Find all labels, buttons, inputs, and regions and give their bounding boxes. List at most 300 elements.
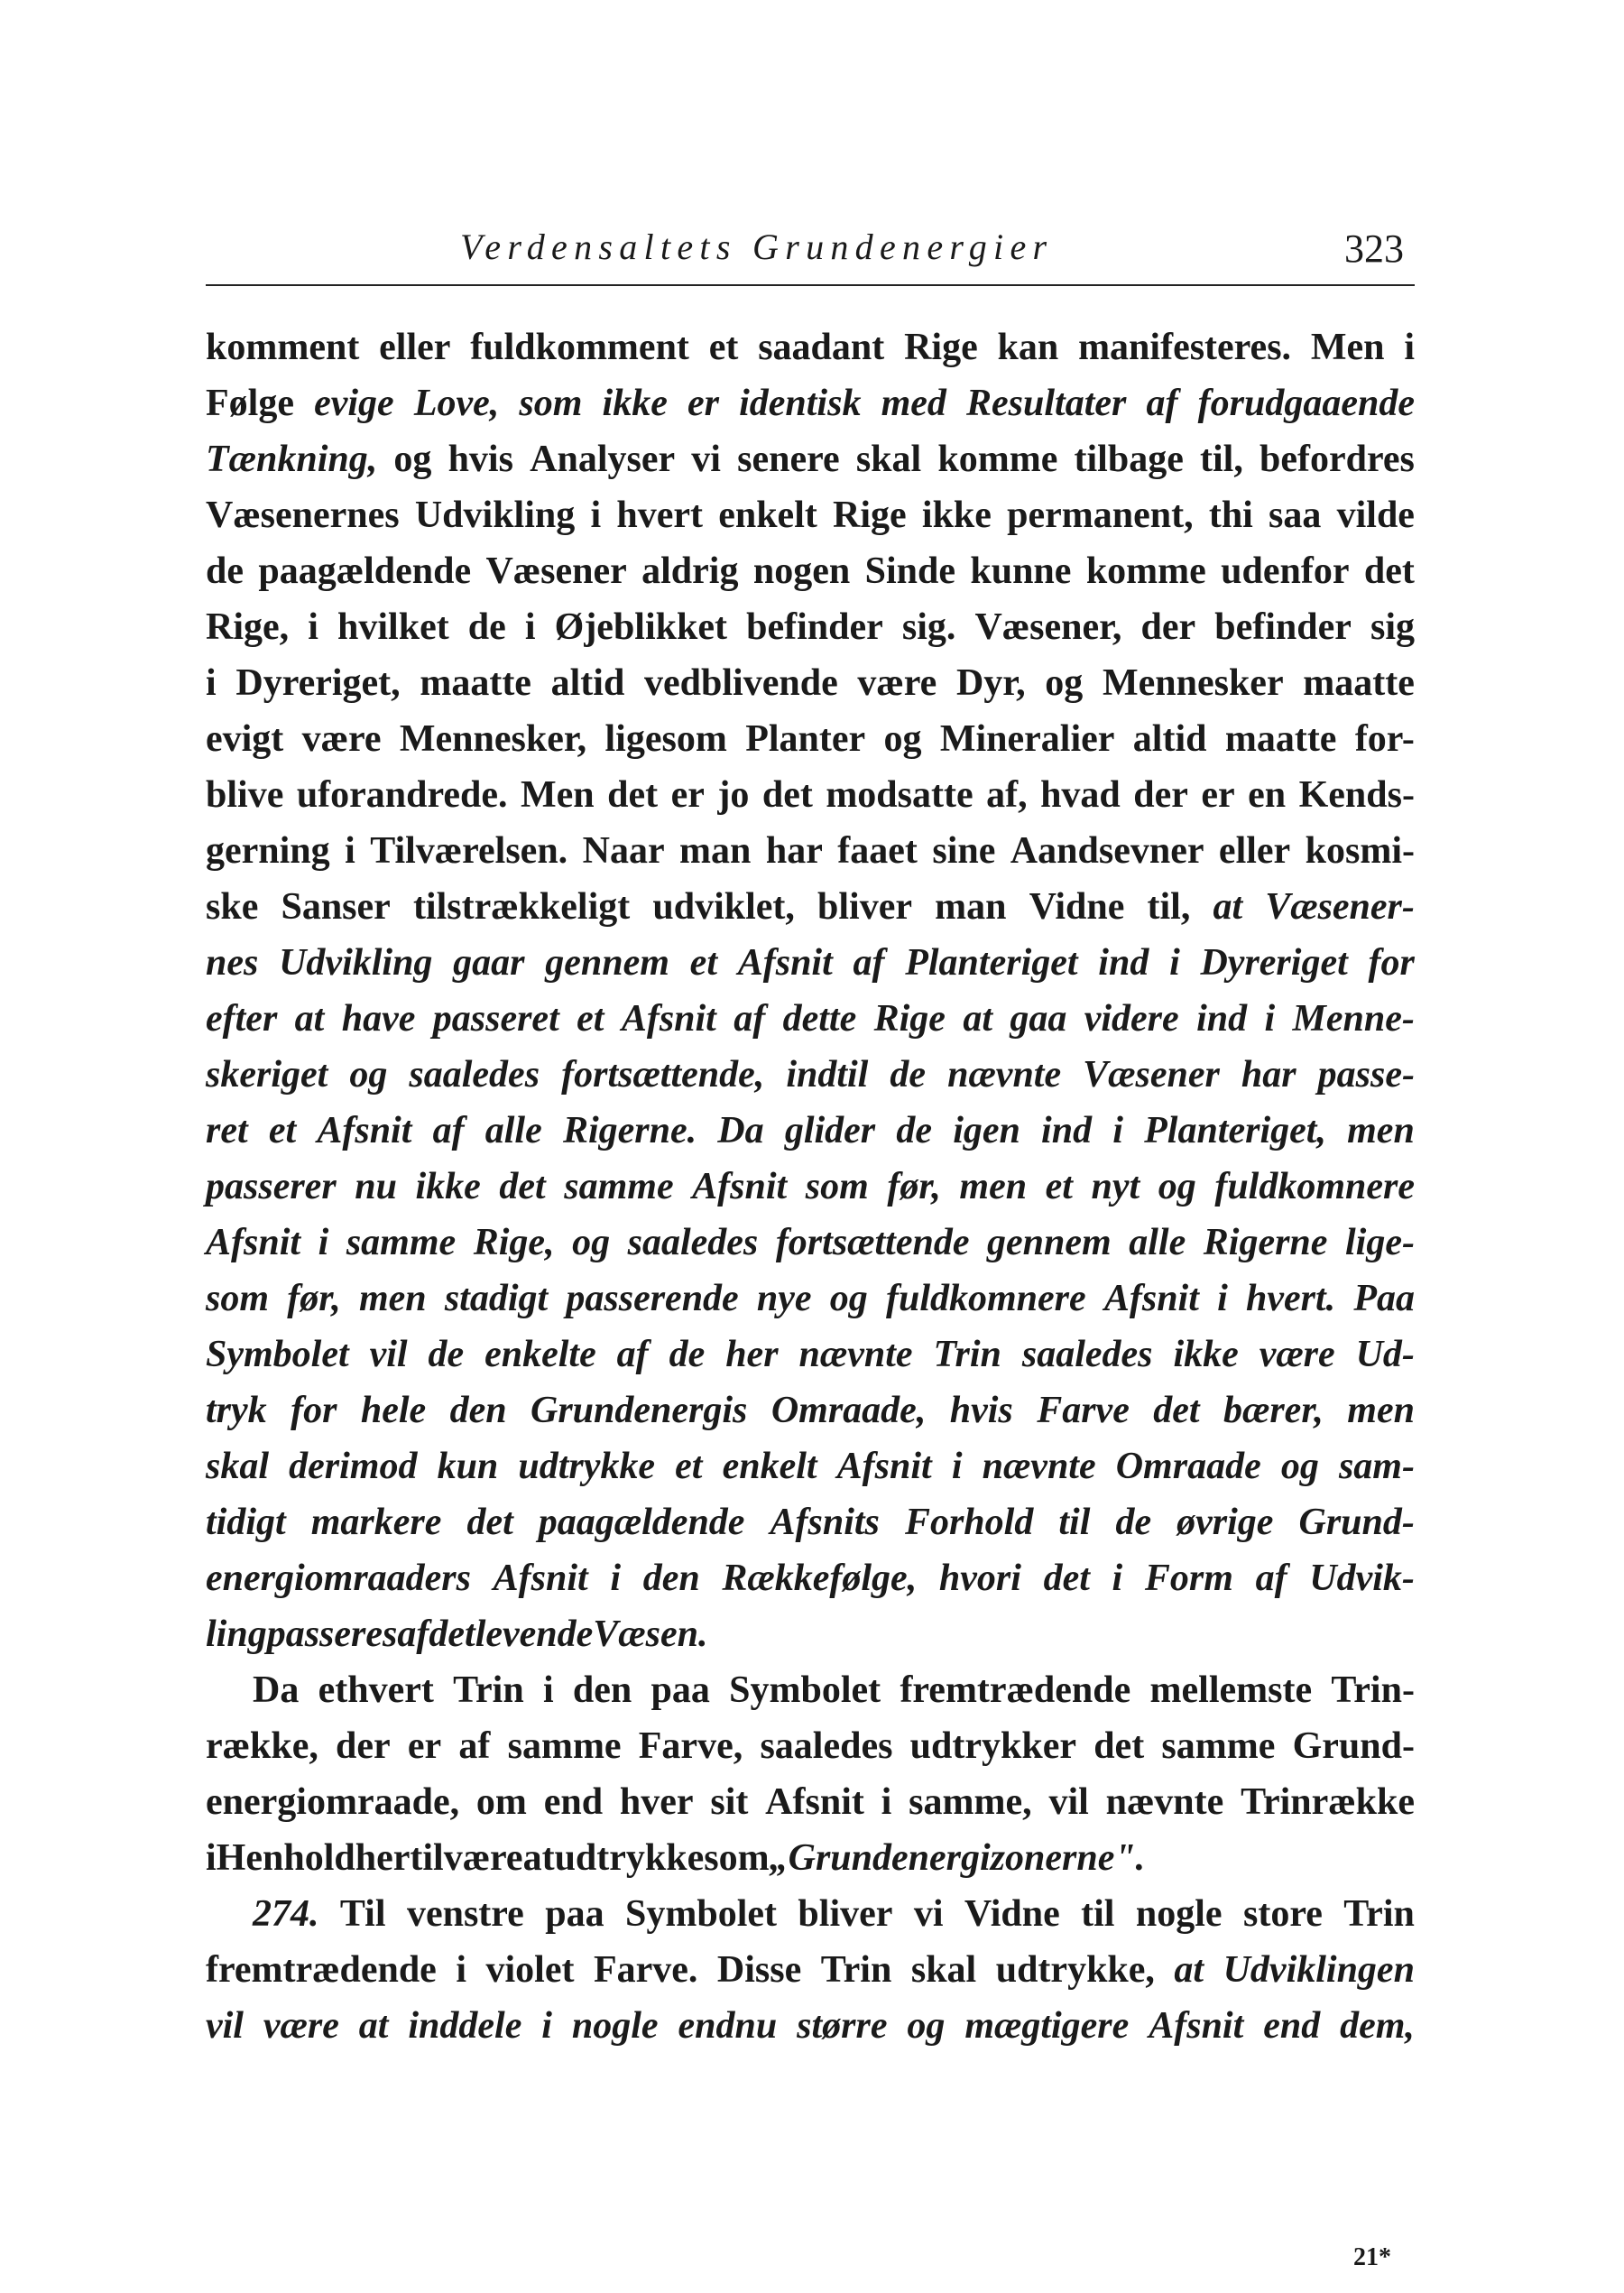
word: før, [887,1166,941,1207]
word: fortsættende [775,1222,970,1263]
word: i [1169,942,1180,984]
word: hvis [949,1390,1013,1431]
word: Udvikling [414,495,576,536]
word: Øjeblikket [554,606,727,648]
word: nævnte [947,1054,1062,1096]
word: Afsnit [692,1166,788,1207]
text-line [206,767,1415,823]
running-head [206,220,1415,283]
word: et [1045,1166,1073,1207]
word: til [1058,1502,1091,1543]
word: derimod [289,1446,418,1487]
word: nes [206,942,259,984]
word: og [883,718,922,760]
word: Disse [716,1949,802,1991]
word: maatte [1303,662,1415,704]
word: af [616,1334,649,1375]
word: Tænkning, [206,439,378,480]
word: og [1158,1166,1196,1207]
word: i [881,1781,892,1823]
word: levende [475,1613,594,1655]
word: Afsnit [206,1222,301,1263]
word: for [291,1390,337,1431]
word: nyt [1091,1166,1140,1207]
word: ikke [415,1166,481,1207]
word: det [607,774,659,816]
text-line [206,935,1415,991]
word: Sanser [281,886,391,928]
text-line [206,319,1415,375]
word: passe- [1317,1054,1415,1096]
text-line [206,1942,1415,1998]
word: og [572,1222,611,1263]
word: for [1368,942,1415,984]
word: være [1259,1334,1335,1375]
word: i [524,606,536,648]
word: Tilværelsen. [370,830,568,872]
word: stadigt [444,1278,549,1319]
word: Planter [745,718,866,760]
word: Omraade [1115,1446,1261,1487]
word: permanent, [1007,495,1194,536]
word: øvrige [1176,1502,1274,1543]
word: dem, [1340,2005,1415,2047]
word: man [679,830,752,872]
word: Afsnits [770,1502,880,1543]
word: nogle [1135,1893,1223,1935]
word: i [1112,1110,1123,1151]
word: saa [1269,495,1322,536]
word: glider [784,1110,876,1151]
word: hvert [616,495,703,536]
word: enkelt [718,495,817,536]
word: ind [1041,1110,1093,1151]
word: skal [910,1949,977,1991]
word: endnu [678,2005,778,2047]
word: Symbolet [206,1334,349,1375]
word: at [294,998,325,1040]
word: samme [507,1725,622,1767]
word: dette [782,998,857,1040]
word: Væsenernes [206,495,400,536]
word: passeret [432,998,559,1040]
word: manifesteres. [1078,327,1292,368]
word: Rækkefølge, [722,1558,918,1599]
word: sig. [901,606,956,648]
word: at [963,998,992,1040]
word: har [1241,1054,1296,1096]
word: de [428,1334,465,1375]
word: det [1153,1390,1200,1431]
text-line [206,1327,1415,1382]
word: end [543,1781,604,1823]
word: i [318,1222,329,1263]
word: ind [1098,942,1149,984]
word: alle [1129,1222,1186,1263]
text-line [206,599,1415,655]
word: Aandsevner [1010,830,1204,872]
word: hver [619,1781,694,1823]
word: 274. [253,1893,319,1935]
word: hvilket [337,606,449,648]
word: i [1217,1278,1228,1319]
word: og [393,439,432,480]
word: større [797,2005,888,2047]
word: ling [206,1613,267,1655]
word: i [542,1669,554,1711]
word: kosmi- [1305,830,1415,872]
word: kan [997,327,1059,368]
word: er [407,1725,442,1767]
word: Afsnit [737,942,833,984]
word: passerende [566,1278,739,1319]
text-line [206,1438,1415,1494]
word: alle [484,1110,542,1151]
word: ske [206,886,259,928]
word: Planteriget [905,942,1078,984]
word: være [443,1837,523,1879]
text-line [206,1047,1415,1103]
word: være [857,662,937,704]
text-line [206,1382,1415,1438]
word: til, [1200,439,1243,480]
word: Afsnit [765,1781,864,1823]
word: samme, [909,1781,1032,1823]
word: Rigerne [1203,1222,1328,1263]
word: Mennesker, [399,718,587,760]
word: og [1045,662,1084,704]
word: passerer [206,1166,337,1207]
word: ikke [921,495,992,536]
word: det [761,774,813,816]
word: fuldkomnere [1214,1166,1415,1207]
word: hele [360,1390,427,1431]
word: samme [346,1222,457,1263]
word: den [642,1558,700,1599]
text-line [206,1998,1415,2054]
word: Dyreriget [1200,942,1348,984]
word: hvis [448,439,513,480]
word: med [881,383,946,424]
word: et [675,1446,703,1487]
word: sine [932,830,996,872]
word: til, [1147,886,1191,928]
word: den [572,1669,632,1711]
word: Love, [413,383,500,424]
word: fremtrædende [206,1949,437,1991]
word: det [466,1502,513,1543]
word: ligesom [604,718,727,760]
word: Trin [820,1949,892,1991]
word: være [301,718,382,760]
word: senere [737,439,840,480]
word: gennem [987,1222,1112,1263]
word: gaa [1010,998,1067,1040]
word: i [345,830,355,872]
word: tilstrækkeligt [412,886,631,928]
word: Kends- [1298,774,1415,816]
word: Afsnit [493,1558,588,1599]
word: og [349,1054,388,1096]
word: udtrykker [909,1725,1076,1767]
word: paagældende [538,1502,745,1543]
word: Rige [904,327,978,368]
word: maatte [420,662,531,704]
word: ethvert [318,1669,434,1711]
word: det [499,1166,546,1207]
word: skal [206,1446,270,1487]
header-rule [206,284,1415,286]
word: gaar [453,942,525,984]
word: men [1347,1390,1415,1431]
word: venstre [406,1893,524,1935]
word: har [765,830,823,872]
word: altid [550,662,625,704]
word: række, [206,1725,318,1767]
text-line [206,655,1415,711]
word: i [610,1558,622,1599]
word: bliver [817,886,912,928]
word: saaledes [1021,1334,1153,1375]
word: Væsen. [593,1613,708,1655]
word: for- [1354,718,1415,760]
word: et [577,998,604,1040]
word: ret [206,1110,248,1151]
word: Til [339,1893,386,1935]
word: Farve [1037,1390,1130,1431]
word: nævnte [1105,1781,1224,1823]
word: videre [1084,998,1179,1040]
text-line [206,1662,1415,1718]
word: fortsættende, [561,1054,765,1096]
word: Omraade, [770,1390,927,1431]
word: af [397,1613,429,1655]
word: Udvikling [279,942,433,984]
word: som [805,1166,869,1207]
word: Trinrække [1241,1781,1415,1823]
word: af [432,1110,465,1151]
word: og [907,2005,946,2047]
word: paa [651,1669,710,1711]
word: i [1404,327,1415,368]
word: man [935,886,1007,928]
word: „Grundenergizonerne". [769,1837,1146,1879]
word: Dyreriget, [235,662,401,704]
text-line [206,1494,1415,1550]
word: skeriget [206,1054,328,1096]
word: et [268,1110,297,1151]
word: modsatte [826,774,973,816]
word: udenfor [1221,550,1350,592]
word: aldrig [641,550,739,592]
word: udtrykke [518,1446,656,1487]
word: Men [1310,327,1385,368]
word: fuldkomment [470,327,689,368]
word: ikke [1173,1334,1239,1375]
word: som [519,383,583,424]
word: at [358,2005,389,2047]
word: befordres [1260,439,1415,480]
word: mellemste [1149,1669,1313,1711]
word: Da [717,1110,764,1151]
word: Afsnit [621,998,716,1040]
word: Dyr, [955,662,1026,704]
word: er [670,774,705,816]
word: udtrykke, [995,1949,1155,1991]
word: nævnte [982,1446,1096,1487]
word: saaledes [409,1054,540,1096]
word: Farve, [638,1725,743,1767]
text-line [206,1830,1415,1886]
word: vil [369,1334,408,1375]
word: gennem [545,942,669,984]
word: og [1280,1446,1319,1487]
word: en [1248,774,1287,816]
word: det [1043,1558,1090,1599]
word: komment [206,327,360,368]
text-line [206,375,1415,431]
word: Rige [833,495,907,536]
word: de [1115,1502,1152,1543]
word: et [708,327,739,368]
word: paa [545,1893,604,1935]
word: tidigt [206,1502,286,1543]
text-line [206,487,1415,543]
word: Trin- [1331,1669,1415,1711]
word: Symbolet [729,1669,881,1711]
word: af, [986,774,1028,816]
word: eller [379,327,451,368]
word: thi [1208,495,1253,536]
word: saaledes [627,1222,759,1263]
text-line [206,879,1415,935]
word: vil [206,2005,244,2047]
word: Forhold [904,1502,1034,1543]
word: Væsener- [1265,886,1415,928]
word: udtrykke [554,1837,705,1879]
word: men [959,1166,1028,1207]
word: saadant [758,327,885,368]
text-line [206,431,1415,487]
word: gerning [206,830,330,872]
word: maatte [1224,718,1337,760]
word: i [951,1446,963,1487]
word: er [687,383,719,424]
word: mægtigere [964,2005,1130,2047]
word: af [734,998,766,1040]
word: Farve. [593,1949,698,1991]
word: nu [355,1166,397,1207]
word: nye [756,1278,812,1319]
word: vil [1048,1781,1089,1823]
text-line [206,543,1415,599]
word: i [206,662,217,704]
word: at [1213,886,1243,928]
text-line [206,991,1415,1047]
word: lige- [1344,1222,1415,1263]
word: Grund- [1292,1725,1415,1767]
word: Grund- [1298,1502,1415,1543]
word: i [308,606,318,648]
word: energiomraaders [206,1558,471,1599]
word: Mineralier [939,718,1115,760]
word: tilbage [1074,439,1184,480]
word: kunne [970,550,1072,592]
word: det [1363,550,1415,592]
word: den [449,1390,507,1431]
word: hvert. [1245,1278,1336,1319]
word: Rige, [473,1222,555,1263]
word: uforandrede. [296,774,508,816]
word: Væsener [485,550,627,592]
word: i [1264,998,1276,1040]
word: men [1347,1110,1415,1151]
word: enkelte [484,1334,596,1375]
word: de [206,550,244,592]
word: Rige [873,998,946,1040]
word: evige [314,383,394,424]
word: end [1263,2005,1321,2047]
word: vi [691,439,721,480]
printer-signature: 21* [1353,2243,1391,2271]
text-line [206,1103,1415,1159]
word: Naar [582,830,665,872]
word: befinder [746,606,883,648]
word: om [475,1781,527,1823]
word: vilde [1336,495,1415,536]
word: i [456,1949,466,1991]
word: Afsnit [836,1446,932,1487]
word: til [1081,1893,1115,1935]
word: sit [710,1781,749,1823]
word: de [467,606,506,648]
word: at [1174,1949,1204,1991]
word: hertil [355,1837,444,1879]
word: markere [310,1502,442,1543]
word: Planteriget, [1144,1110,1326,1151]
word: Afsnit [1149,2005,1244,2047]
word: ind [1196,998,1248,1040]
word: samme [564,1166,674,1207]
word: Rigerne. [562,1110,697,1151]
word: Trin [1343,1893,1415,1935]
word: som [206,1278,270,1319]
word: energiomraade, [206,1781,460,1823]
word: enkelt [722,1446,817,1487]
word: faaet [837,830,918,872]
word: bliver [798,1893,893,1935]
word: eller [1218,830,1291,872]
word: Da [253,1669,300,1711]
word: det [1093,1725,1145,1767]
word: Paa [1353,1278,1415,1319]
page-number: 323 [1344,227,1404,271]
word: de [890,1054,927,1096]
word: der [1133,774,1188,816]
word: de [669,1334,706,1375]
word: forudgaaende [1197,383,1415,424]
word: Grundenergis [531,1390,748,1431]
text-line [206,1271,1415,1327]
word: men [358,1278,427,1319]
word: samme [1161,1725,1276,1767]
word: tryk [206,1390,267,1431]
word: Form [1144,1558,1233,1599]
word: Resultater [966,383,1127,424]
word: Vidne [1029,886,1125,928]
word: et [689,942,717,984]
word: Menne- [1292,998,1415,1040]
